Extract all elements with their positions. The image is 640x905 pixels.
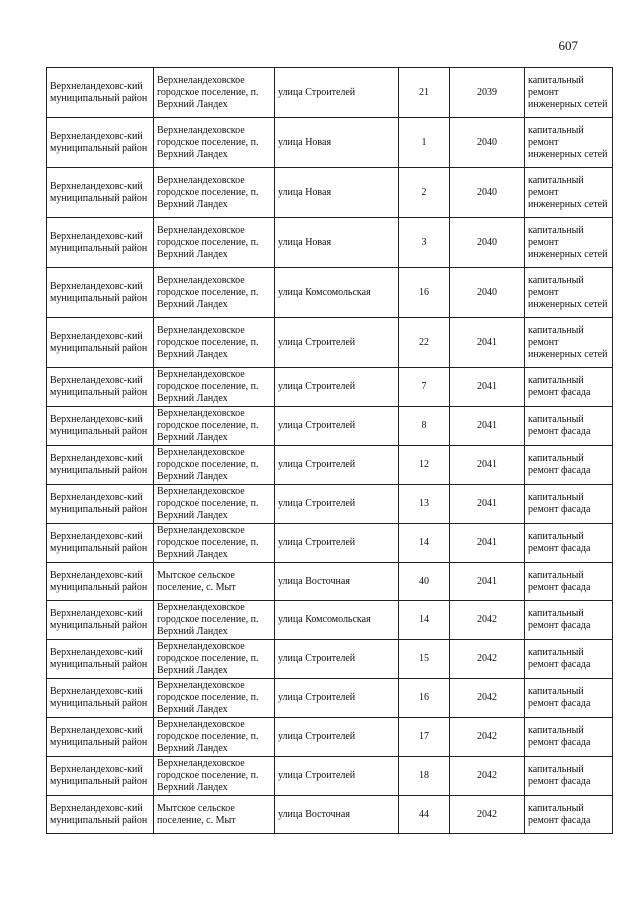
settlement-cell: Верхнеландеховское городское поселение, п. Верхний Ландех <box>154 679 275 718</box>
work-type-cell: капитальный ремонт фасада <box>525 446 613 485</box>
work-type-cell: капитальный ремонт инженерных сетей <box>525 68 613 118</box>
municipality-cell: Верхнеландеховс-кий муниципальный район <box>47 268 154 318</box>
municipality-cell: Верхнеландеховс-кий муниципальный район <box>47 679 154 718</box>
table-row <box>47 757 613 796</box>
street-cell: улица Строителей <box>275 446 399 485</box>
work-type-cell: капитальный ремонт фасада <box>525 485 613 524</box>
municipality-cell: Верхнеландеховс-кий муниципальный район <box>47 485 154 524</box>
house-number-cell: 14 <box>399 524 450 563</box>
work-type-cell: капитальный ремонт фасада <box>525 524 613 563</box>
municipality-cell: Верхнеландеховс-кий муниципальный район <box>47 68 154 118</box>
work-type-cell: капитальный ремонт фасада <box>525 679 613 718</box>
settlement-cell: Верхнеландеховское городское поселение, п. Верхний Ландех <box>154 368 275 407</box>
street-cell: улица Строителей <box>275 407 399 446</box>
municipality-cell: Верхнеландеховс-кий муниципальный район <box>47 218 154 268</box>
street-cell: улица Комсомольская <box>275 268 399 318</box>
year-cell: 2042 <box>450 796 525 834</box>
house-number-cell: 17 <box>399 718 450 757</box>
municipality-cell: Верхнеландеховс-кий муниципальный район <box>47 601 154 640</box>
year-cell: 2040 <box>450 268 525 318</box>
settlement-cell: Верхнеландеховское городское поселение, п. Верхний Ландех <box>154 757 275 796</box>
street-cell: улица Строителей <box>275 757 399 796</box>
settlement-cell: Верхнеландеховское городское поселение, п. Верхний Ландех <box>154 218 275 268</box>
street-cell: улица Строителей <box>275 368 399 407</box>
settlement-cell: Верхнеландеховское городское поселение, п. Верхний Ландех <box>154 407 275 446</box>
year-cell: 2041 <box>450 485 525 524</box>
table-row <box>47 368 613 407</box>
year-cell: 2042 <box>450 757 525 796</box>
house-number-cell: 14 <box>399 601 450 640</box>
page-number: 607 <box>558 38 578 53</box>
municipality-cell: Верхнеландеховс-кий муниципальный район <box>47 446 154 485</box>
settlement-cell: Мытское сельское поселение, с. Мыт <box>154 563 275 601</box>
table-row <box>47 446 613 485</box>
street-cell: улица Восточная <box>275 796 399 834</box>
work-type-cell: капитальный ремонт инженерных сетей <box>525 118 613 168</box>
house-number-cell: 16 <box>399 268 450 318</box>
table-row <box>47 796 613 834</box>
municipality-cell: Верхнеландеховс-кий муниципальный район <box>47 524 154 563</box>
house-number-cell: 1 <box>399 118 450 168</box>
house-number-cell: 18 <box>399 757 450 796</box>
registry-table-body <box>47 68 613 834</box>
house-number-cell: 13 <box>399 485 450 524</box>
table-row <box>47 118 613 168</box>
work-type-cell: капитальный ремонт фасада <box>525 601 613 640</box>
street-cell: улица Новая <box>275 168 399 218</box>
settlement-cell: Верхнеландеховское городское поселение, п. Верхний Ландех <box>154 68 275 118</box>
table-row <box>47 679 613 718</box>
street-cell: улица Строителей <box>275 68 399 118</box>
year-cell: 2040 <box>450 218 525 268</box>
table-row <box>47 407 613 446</box>
table-row <box>47 318 613 368</box>
year-cell: 2040 <box>450 118 525 168</box>
house-number-cell: 44 <box>399 796 450 834</box>
street-cell: улица Строителей <box>275 485 399 524</box>
settlement-cell: Верхнеландеховское городское поселение, п. Верхний Ландех <box>154 601 275 640</box>
street-cell: улица Строителей <box>275 718 399 757</box>
table-row <box>47 718 613 757</box>
work-type-cell: капитальный ремонт инженерных сетей <box>525 218 613 268</box>
street-cell: улица Строителей <box>275 640 399 679</box>
settlement-cell: Верхнеландеховское городское поселение, п. Верхний Ландех <box>154 118 275 168</box>
work-type-cell: капитальный ремонт фасада <box>525 718 613 757</box>
work-type-cell: капитальный ремонт инженерных сетей <box>525 268 613 318</box>
street-cell: улица Строителей <box>275 318 399 368</box>
house-number-cell: 8 <box>399 407 450 446</box>
year-cell: 2041 <box>450 446 525 485</box>
table-row <box>47 485 613 524</box>
municipality-cell: Верхнеландеховс-кий муниципальный район <box>47 118 154 168</box>
settlement-cell: Верхнеландеховское городское поселение, п. Верхний Ландех <box>154 524 275 563</box>
settlement-cell: Верхнеландеховское городское поселение, п. Верхний Ландех <box>154 718 275 757</box>
house-number-cell: 40 <box>399 563 450 601</box>
work-type-cell: капитальный ремонт фасада <box>525 757 613 796</box>
year-cell: 2042 <box>450 679 525 718</box>
table-row <box>47 601 613 640</box>
work-type-cell: капитальный ремонт фасада <box>525 368 613 407</box>
house-number-cell: 3 <box>399 218 450 268</box>
settlement-cell: Верхнеландеховское городское поселение, п. Верхний Ландех <box>154 268 275 318</box>
settlement-cell: Верхнеландеховское городское поселение, п. Верхний Ландех <box>154 168 275 218</box>
house-number-cell: 16 <box>399 679 450 718</box>
year-cell: 2041 <box>450 407 525 446</box>
work-type-cell: капитальный ремонт инженерных сетей <box>525 168 613 218</box>
table-row <box>47 168 613 218</box>
year-cell: 2042 <box>450 601 525 640</box>
house-number-cell: 22 <box>399 318 450 368</box>
municipality-cell: Верхнеландеховс-кий муниципальный район <box>47 640 154 679</box>
house-number-cell: 2 <box>399 168 450 218</box>
year-cell: 2041 <box>450 524 525 563</box>
municipality-cell: Верхнеландеховс-кий муниципальный район <box>47 318 154 368</box>
table-row <box>47 524 613 563</box>
settlement-cell: Мытское сельское поселение, с. Мыт <box>154 796 275 834</box>
settlement-cell: Верхнеландеховское городское поселение, п. Верхний Ландех <box>154 446 275 485</box>
table-row <box>47 563 613 601</box>
municipality-cell: Верхнеландеховс-кий муниципальный район <box>47 368 154 407</box>
year-cell: 2040 <box>450 168 525 218</box>
settlement-cell: Верхнеландеховское городское поселение, п. Верхний Ландех <box>154 318 275 368</box>
work-type-cell: капитальный ремонт инженерных сетей <box>525 318 613 368</box>
municipality-cell: Верхнеландеховс-кий муниципальный район <box>47 796 154 834</box>
table-row <box>47 218 613 268</box>
year-cell: 2039 <box>450 68 525 118</box>
street-cell: улица Комсомольская <box>275 601 399 640</box>
work-type-cell: капитальный ремонт фасада <box>525 640 613 679</box>
table-row <box>47 268 613 318</box>
street-cell: улица Новая <box>275 218 399 268</box>
table-row <box>47 640 613 679</box>
year-cell: 2042 <box>450 718 525 757</box>
house-number-cell: 15 <box>399 640 450 679</box>
street-cell: улица Строителей <box>275 524 399 563</box>
municipality-cell: Верхнеландеховс-кий муниципальный район <box>47 757 154 796</box>
house-number-cell: 12 <box>399 446 450 485</box>
house-number-cell: 7 <box>399 368 450 407</box>
settlement-cell: Верхнеландеховское городское поселение, п. Верхний Ландех <box>154 485 275 524</box>
municipality-cell: Верхнеландеховс-кий муниципальный район <box>47 563 154 601</box>
year-cell: 2041 <box>450 368 525 407</box>
house-number-cell: 21 <box>399 68 450 118</box>
year-cell: 2042 <box>450 640 525 679</box>
year-cell: 2041 <box>450 318 525 368</box>
municipality-cell: Верхнеландеховс-кий муниципальный район <box>47 407 154 446</box>
table-row <box>47 68 613 118</box>
municipality-cell: Верхнеландеховс-кий муниципальный район <box>47 168 154 218</box>
registry-table <box>46 67 613 834</box>
street-cell: улица Восточная <box>275 563 399 601</box>
municipality-cell: Верхнеландеховс-кий муниципальный район <box>47 718 154 757</box>
work-type-cell: капитальный ремонт фасада <box>525 563 613 601</box>
street-cell: улица Строителей <box>275 679 399 718</box>
settlement-cell: Верхнеландеховское городское поселение, п. Верхний Ландех <box>154 640 275 679</box>
street-cell: улица Новая <box>275 118 399 168</box>
work-type-cell: капитальный ремонт фасада <box>525 796 613 834</box>
work-type-cell: капитальный ремонт фасада <box>525 407 613 446</box>
year-cell: 2041 <box>450 563 525 601</box>
